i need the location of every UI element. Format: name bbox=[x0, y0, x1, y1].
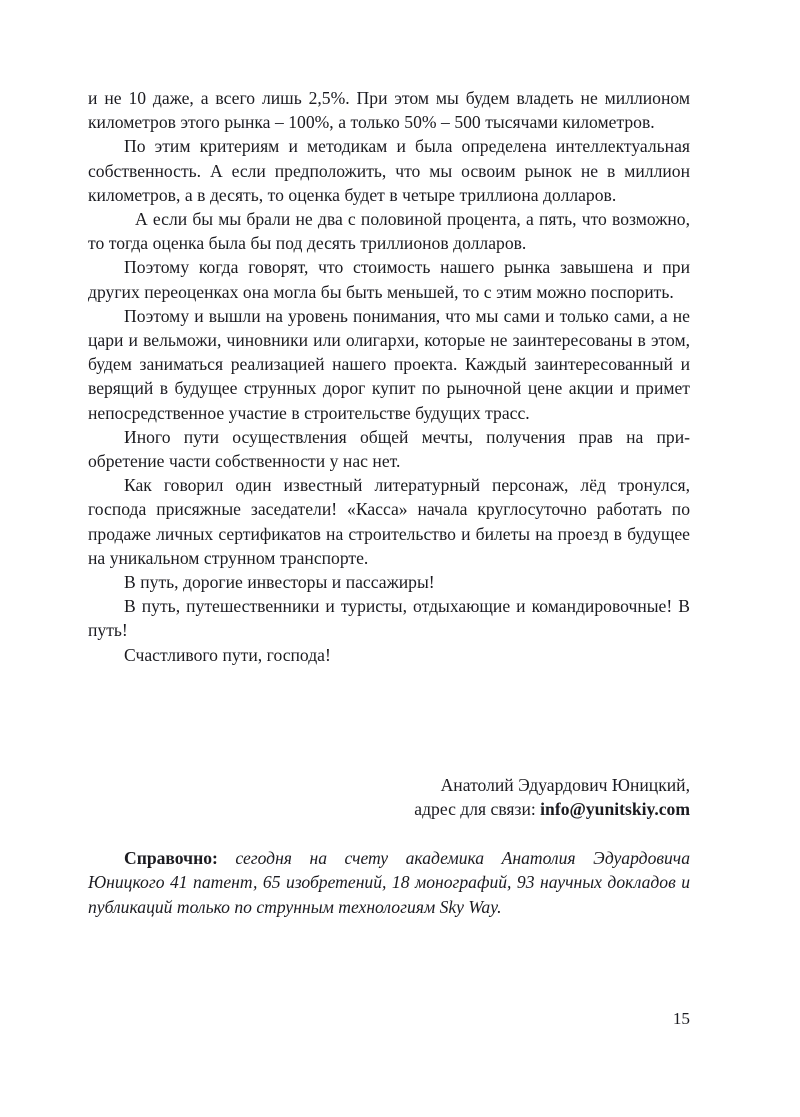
paragraph-farewell: Счастливого пути, господа! bbox=[124, 644, 331, 665]
paragraph-call-investors: В путь, дорогие инвесторы и пассажиры! bbox=[124, 572, 435, 593]
paragraph-literary-reference: Как говорил один известный литературный персонаж, лёд тронулся, господа присяжные заседатели! «Касса» начала круглосуточно работать по продаже личных сертификатов на строительство и билеты на проезд в будущее на уникальном струнном транспорте. bbox=[88, 475, 690, 568]
page-number: 15 bbox=[672, 1009, 690, 1028]
reference-note-label: Справочно: bbox=[124, 848, 218, 868]
paragraph-continuation: и не 10 даже, а всего лишь 2,5%. При этом мы будем владеть не миллионом километров этого рынка – 100%, а только 50% – 500 тысячами километров. bbox=[88, 88, 690, 133]
reference-note bbox=[88, 846, 690, 919]
paragraph-understanding: Поэтому и вышли на уровень понимания, что мы сами и только сами, а не цари и вельможи, чиновники или олигархи, которые не заинтересованы в этом, будем заниматься реализацией нашего проекта. Каждый заинтересованный и верящий в будущее струнных дорог купит по рыночной цене акции и примет непосредственное участие в строительстве будущих трасс. bbox=[88, 305, 690, 423]
paragraph-five-percent: А если бы мы брали не два с половиной процента, а пять, что возможно, то тогда оценка была бы под десять триллионов долларов. bbox=[88, 209, 690, 254]
reference-note-text: сегодня на счету академика Анатолия Эдуардовича Юницкого 41 патент, 65 изобретений, 18 монографий, 93 научных докладов и публикаций только по струнным технологиям bbox=[88, 848, 690, 917]
signature-contact-label: адрес для связи: bbox=[414, 799, 536, 820]
signature-block bbox=[88, 773, 690, 821]
signature-contact-line bbox=[88, 797, 690, 821]
reference-note-brand: Sky Way. bbox=[439, 896, 502, 917]
paragraph-call-travellers: В путь, путешественники и туристы, отдыхающие и командировочные! В путь! bbox=[88, 596, 690, 641]
signature-author: Анатолий Эдуардович Юницкий, bbox=[440, 775, 690, 795]
signature-email[interactable]: info@yunitskiy.com bbox=[540, 799, 690, 820]
paragraph-criteria: По этим критериям и методикам и была определена интеллектуальная собственность. А если предположить, что мы освоим рынок не в миллион километров, а в десять, то оценка будет в четыре триллиона долларов. bbox=[88, 136, 690, 205]
body-text-column bbox=[88, 86, 690, 667]
paragraph-overvalued: Поэтому когда говорят, что стоимость нашего рынка завышена и при других переоценках она могла бы быть меньшей, то с этим можно поспорить. bbox=[88, 257, 690, 302]
paragraph-no-other-way: Иного пути осуществления общей мечты, получения прав на приобретение части собственности у нас нет. bbox=[88, 426, 690, 472]
